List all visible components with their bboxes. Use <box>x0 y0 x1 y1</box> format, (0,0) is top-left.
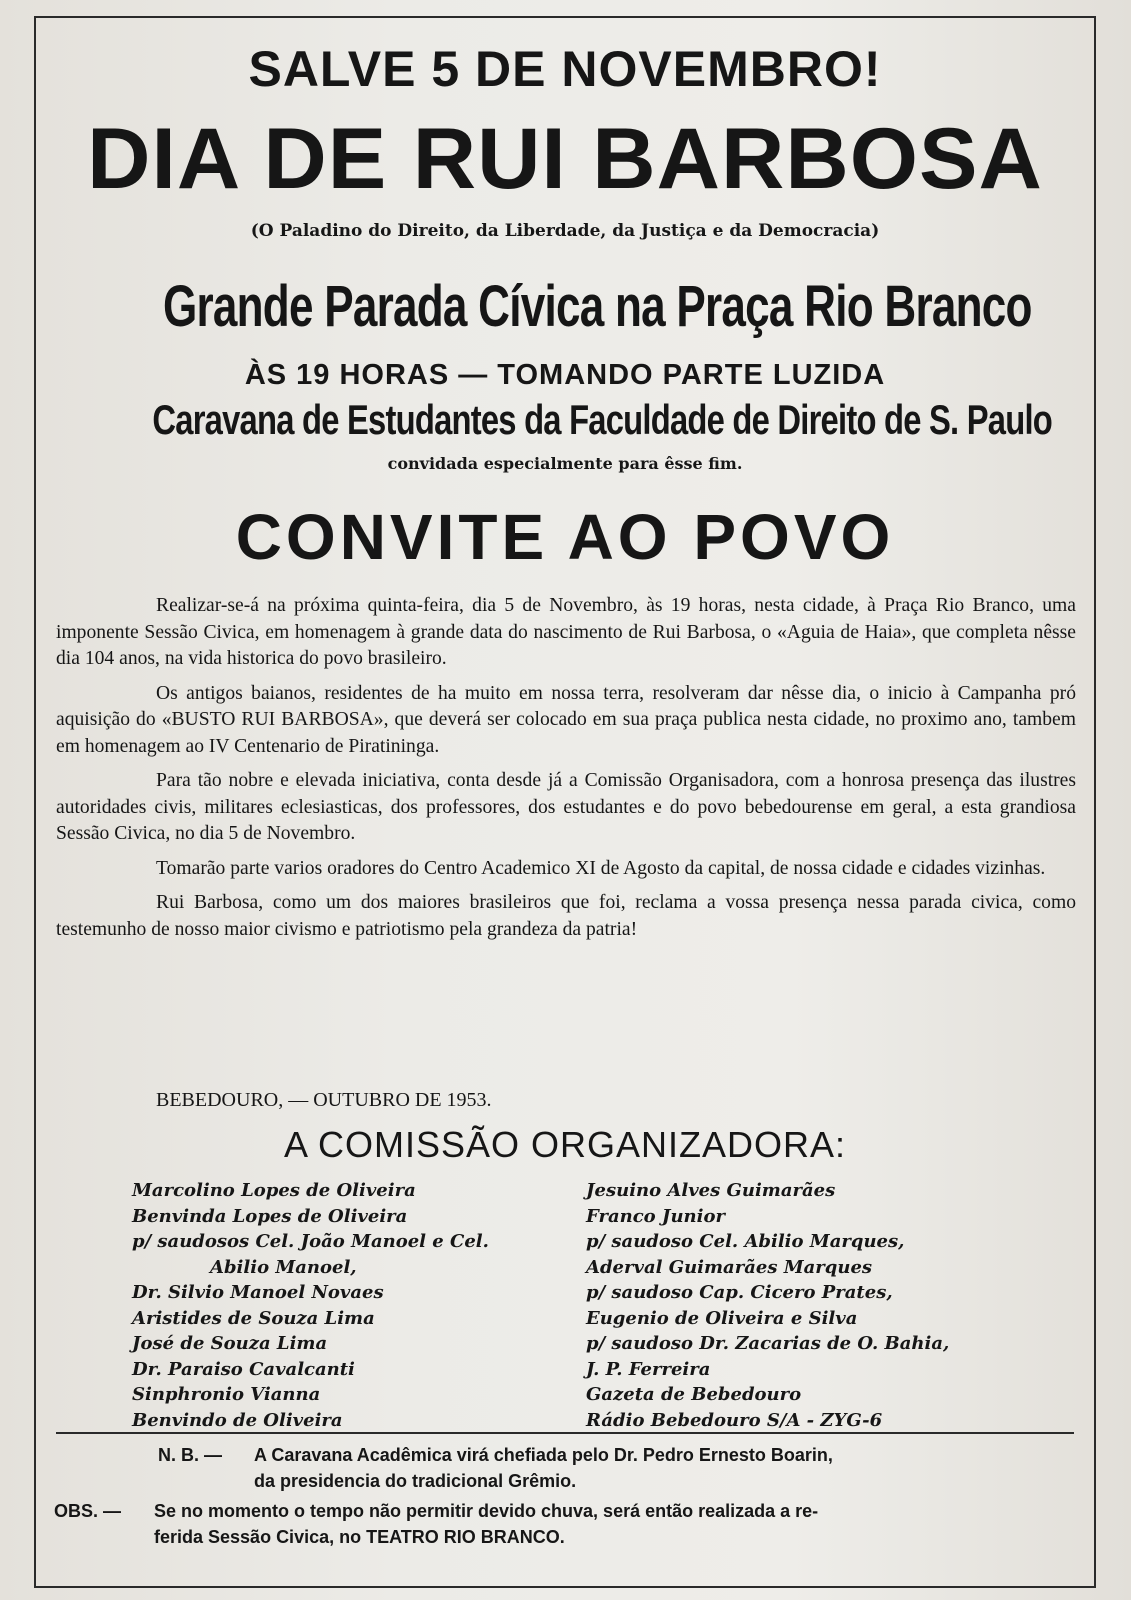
paragraph: Realizar-se-á na próxima quinta-feira, dia 5 de Novembro, às 19 horas, nesta cidade, à Praça Rio Branco, uma imponente Sessão Civica, em homenagem à grande data do nascimento de Rui Barbosa, o «Aguia de Haia», que completa nêsse dia 104 anos, na vida historica do povo brasileiro. <box>56 595 1076 669</box>
signature: Benvindo de Oliveira <box>132 1409 343 1431</box>
paragraph: Rui Barbosa, como um dos maiores brasileiros que foi, reclama a vossa presença nessa parada civica, como testemunho de nosso maior civismo e patriotismo pela grandeza da patria! <box>56 892 1076 940</box>
paragraph: Os antigos baianos, residentes de ha muito em nossa terra, resolveram dar nêsse dia, o inicio à Campanha pró aquisição do «BUSTO RUI BARBOSA», que deverá ser colocado em sua praça publica nesta cidade, no proximo ano, tambem em homenagem ao IV Centenario de Piratininga. <box>56 682 1076 757</box>
nb-line-2: da presidencia do tradicional Grêmio. <box>254 1471 577 1491</box>
title-subtitle: (O Paladino do Direito, da Liberdade, da Justiça e da Democracia) <box>250 221 880 241</box>
signature: Benvinda Lopes de Oliveira <box>132 1205 408 1227</box>
paragraph: Para tão nobre e elevada iniciativa, conta desde já a Comissão Organisadora, com a honrosa presença das ilustres autoridades civis, militares eclesiasticas, dos professores, dos estudantes e do povo bebedourense em geral, a esta grandiosa Sessão Civica, no dia 5 de Novembro. <box>56 770 1076 844</box>
time-heading: ÀS 19 HORAS — TOMANDO PARTE LUZIDA <box>244 359 886 391</box>
signatures-right <box>586 1178 949 1433</box>
obs-line-1: Se no momento o tempo não permitir devido chuva, será então realizada a re- <box>154 1501 819 1521</box>
signature: José de Souza Lima <box>132 1333 328 1354</box>
signature: J. P. Ferreira <box>586 1358 711 1380</box>
signature: Eugenio de Oliveira e Silva <box>586 1307 858 1329</box>
body-text <box>56 593 1076 951</box>
signature: Marcolino Lopes de Oliveira <box>132 1180 416 1201</box>
nb-label: N. B. — <box>158 1445 223 1465</box>
signature: Rádio Bebedouro S/A - ZYG-6 <box>586 1409 883 1431</box>
paragraph: Tomarão parte varios oradores do Centro Academico XI de Agosto da capital, de nossa cidade e cidades vizinhas. <box>156 857 1046 879</box>
signature: Jesuino Alves Guimarães <box>586 1180 836 1201</box>
signature: p/ saudoso Cap. Cicero Prates, <box>586 1282 893 1303</box>
caravan-heading: Caravana de Estudantes da Faculdade de Direito de S. Paulo <box>152 396 1053 443</box>
obs-label: OBS. — <box>54 1501 122 1521</box>
signature: Aristides de Souza Lima <box>132 1307 375 1329</box>
main-title: DIA DE RUI BARBOSA <box>87 111 1043 207</box>
signature: Dr. Silvio Manoel Novaes <box>132 1282 384 1303</box>
signature: Aderval Guimarães Marques <box>586 1256 873 1278</box>
poster-frame <box>34 16 1096 1588</box>
signature: p/ saudoso Cel. Abilio Marques, <box>586 1231 905 1252</box>
signature: p/ saudoso Dr. Zacarias de O. Bahia, <box>586 1333 950 1354</box>
signatures-left <box>132 1178 489 1433</box>
invitation-heading: CONVITE AO POVO <box>235 501 895 573</box>
signature: Dr. Paraiso Cavalcanti <box>132 1358 355 1380</box>
signature: Gazeta de Bebedouro <box>586 1384 802 1405</box>
invited-line: convidada especialmente para êsse fim. <box>387 454 743 473</box>
parade-heading: Grande Parada Cívica na Praça Rio Branco <box>162 274 1032 339</box>
signature: p/ saudosos Cel. João Manoel e Cel. <box>132 1231 489 1252</box>
signature: Abilio Manoel, <box>210 1256 357 1278</box>
obs-line-2: ferida Sessão Civica, no TEATRO RIO BRANCO. <box>154 1527 565 1547</box>
signature: Sinphronio Vianna <box>132 1384 321 1405</box>
nb-line-1: A Caravana Acadêmica virá chefiada pelo Dr. Pedro Ernesto Boarin, <box>254 1445 833 1465</box>
committee-title: A COMISSÃO ORGANIZADORA: <box>283 1124 847 1165</box>
signature: Franco Junior <box>586 1205 725 1227</box>
divider <box>56 1432 1074 1434</box>
salutation-heading: SALVE 5 DE NOVEMBRO! <box>248 41 882 97</box>
date-line: BEBEDOURO, — OUTUBRO DE 1953. <box>156 1089 492 1111</box>
